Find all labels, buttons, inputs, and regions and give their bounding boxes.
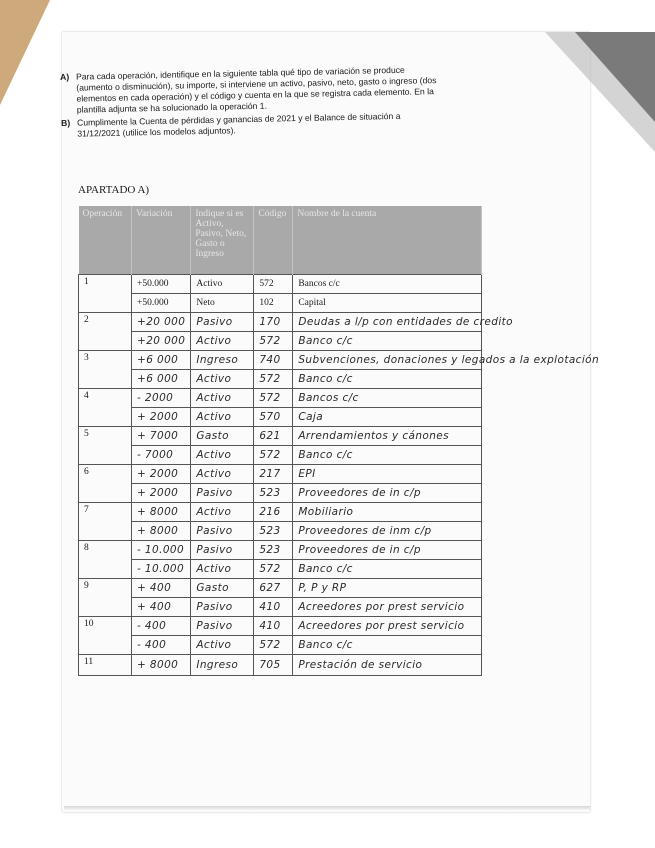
variation-text: - 400: [137, 639, 167, 651]
element-type-text: Activo: [196, 392, 232, 404]
account-code-text: 216: [259, 506, 281, 518]
variation-text: +50.000: [137, 279, 169, 289]
table-row: [79, 370, 482, 389]
account-name-text: Banco c/c: [298, 639, 353, 651]
account-name-text: Banco c/c: [298, 563, 353, 575]
element-type-cell: [191, 465, 254, 484]
element-type-cell: [191, 503, 254, 522]
element-type-text: Pasivo: [196, 316, 233, 328]
account-code-cell: [254, 294, 293, 313]
operation-number: 10: [79, 617, 132, 655]
account-code-cell: [254, 484, 293, 503]
instructions: [60, 64, 441, 142]
element-type-cell: [191, 484, 254, 503]
element-type-text: Activo: [196, 639, 232, 651]
variation-cell: [132, 636, 191, 655]
account-code-text: 102: [259, 298, 274, 308]
element-type-text: Activo: [196, 506, 232, 518]
element-type-cell: [191, 560, 254, 579]
instruction-label: B): [60, 117, 71, 128]
table-row: [79, 655, 482, 676]
variation-text: + 8000: [137, 659, 179, 671]
element-type-text: Ingreso: [196, 354, 239, 366]
account-name-cell: [293, 370, 482, 389]
account-name-text: Capital: [298, 298, 326, 308]
account-name-cell: [293, 389, 482, 408]
account-code-cell: [254, 427, 293, 446]
header-cuenta: Nombre de la cuenta: [293, 206, 482, 275]
operations-table: [78, 206, 600, 676]
table-row: [79, 294, 482, 313]
account-name-cell: [293, 408, 482, 427]
variation-text: +6 000: [137, 373, 179, 385]
element-type-cell: [191, 541, 254, 560]
instruction-a: [60, 64, 441, 116]
variation-text: - 2000: [137, 392, 174, 404]
variation-text: + 400: [137, 601, 172, 613]
account-name-text: Bancos c/c: [298, 392, 359, 404]
variation-text: - 7000: [137, 449, 174, 461]
variation-text: + 2000: [137, 487, 179, 499]
account-name-cell: [293, 655, 482, 676]
account-code-cell: [254, 522, 293, 541]
element-type-text: Activo: [196, 468, 232, 480]
element-type-text: Activo: [196, 279, 223, 289]
element-type-cell: [191, 408, 254, 427]
table-row: [79, 579, 482, 598]
header-variacion: Variación: [132, 206, 191, 275]
account-code-cell: [254, 636, 293, 655]
section-title: APARTADO A): [78, 184, 150, 196]
variation-text: - 10.000: [137, 544, 185, 556]
operation-number: 11: [79, 655, 132, 676]
variation-text: +20 000: [137, 335, 186, 347]
account-code-text: 627: [259, 582, 281, 594]
table-row: [79, 408, 482, 427]
table-row: [79, 541, 482, 560]
account-code-cell: [254, 617, 293, 636]
account-name-text: Proveedores de in c/p: [298, 487, 421, 499]
account-code-text: 523: [259, 487, 281, 499]
variation-cell: [132, 655, 191, 676]
account-name-cell: [293, 427, 482, 446]
table-row: [79, 332, 482, 351]
instruction-text: Para cada operación, identifique en la siguiente tabla qué tipo de variación se produce (aumento o disminución), su importe, si interviene un activo, pasivo, neto, gasto o ingreso (dos elementos en cada operación) y el código y cuenta en la que se registra cada elemento. En la plantilla adjunta se ha solucionado la operación 1.: [75, 64, 437, 115]
account-code-text: 705: [259, 659, 281, 671]
account-code-cell: [254, 579, 293, 598]
account-code-cell: [254, 408, 293, 427]
operation-number: 5: [79, 427, 132, 465]
variation-text: + 400: [137, 582, 172, 594]
table-row: [79, 636, 482, 655]
account-name-cell: [293, 541, 482, 560]
operation-number: 6: [79, 465, 132, 503]
element-type-cell: [191, 579, 254, 598]
folded-corner-right: [575, 32, 655, 122]
variation-cell: [132, 332, 191, 351]
variation-text: + 2000: [137, 411, 179, 423]
element-type-text: Gasto: [196, 430, 229, 442]
element-type-cell: [191, 446, 254, 465]
account-name-text: Proveedores de inm c/p: [298, 525, 432, 537]
account-name-text: Acreedores por prest servicio: [298, 620, 465, 632]
account-code-text: 572: [259, 639, 281, 651]
account-code-text: 740: [259, 354, 281, 366]
account-name-text: Mobiliario: [298, 506, 354, 518]
table-row: [79, 351, 482, 370]
account-code-text: 572: [259, 449, 281, 461]
variation-cell: [132, 313, 191, 332]
account-name-cell: [293, 465, 482, 484]
account-name-cell: [293, 446, 482, 465]
account-code-cell: [254, 655, 293, 676]
element-type-text: Neto: [196, 298, 215, 308]
operation-number: 2: [79, 313, 132, 351]
account-code-cell: [254, 560, 293, 579]
variation-cell: [132, 427, 191, 446]
variation-text: +50.000: [137, 298, 169, 308]
account-name-text: Banco c/c: [298, 373, 353, 385]
variation-cell: [132, 484, 191, 503]
page-edge: [64, 806, 590, 810]
table-row: [79, 465, 482, 484]
header-operacion: Operación: [79, 206, 132, 275]
variation-cell: [132, 389, 191, 408]
variation-cell: [132, 598, 191, 617]
element-type-cell: [191, 313, 254, 332]
account-name-cell: [293, 351, 600, 370]
account-code-text: 170: [259, 316, 281, 328]
account-name-text: Deudas a l/p con entidades de credito: [298, 316, 513, 328]
account-code-text: 570: [259, 411, 281, 423]
variation-cell: [132, 522, 191, 541]
account-code-cell: [254, 351, 293, 370]
variation-text: +6 000: [137, 354, 179, 366]
operation-number: 3: [79, 351, 132, 389]
element-type-text: Activo: [196, 411, 232, 423]
account-name-cell: [293, 294, 482, 313]
account-name-text: Prestación de servicio: [298, 659, 423, 671]
account-name-cell: [293, 598, 482, 617]
variation-cell: [132, 503, 191, 522]
folded-corner-left: [0, 0, 50, 105]
element-type-text: Activo: [196, 449, 232, 461]
element-type-cell: [191, 275, 254, 294]
element-type-text: Gasto: [196, 582, 229, 594]
element-type-text: Pasivo: [196, 620, 233, 632]
variation-text: + 2000: [137, 468, 179, 480]
account-name-cell: [293, 332, 482, 351]
variation-cell: [132, 294, 191, 313]
account-code-cell: [254, 446, 293, 465]
account-code-cell: [254, 313, 293, 332]
element-type-cell: [191, 294, 254, 313]
account-code-text: 572: [259, 279, 274, 289]
account-code-cell: [254, 332, 293, 351]
variation-text: - 400: [137, 620, 167, 632]
header-codigo: Código: [254, 206, 293, 275]
operation-number: 7: [79, 503, 132, 541]
account-name-text: Arrendamientos y cánones: [298, 430, 450, 442]
table-row: [79, 313, 482, 332]
account-name-text: Acreedores por prest servicio: [298, 601, 465, 613]
account-name-cell: [293, 636, 482, 655]
account-name-text: P, P y RP: [298, 582, 347, 594]
element-type-text: Activo: [196, 335, 232, 347]
instruction-label: A): [60, 71, 70, 82]
variation-cell: [132, 617, 191, 636]
account-code-cell: [254, 598, 293, 617]
table-row: [79, 598, 482, 617]
account-name-text: Proveedores de in c/p: [298, 544, 421, 556]
account-code-text: 572: [259, 373, 281, 385]
element-type-cell: [191, 370, 254, 389]
operation-number: 1: [79, 275, 132, 313]
table-row: [79, 484, 482, 503]
variation-cell: [132, 465, 191, 484]
account-code-text: 410: [259, 620, 281, 632]
account-code-cell: [254, 389, 293, 408]
account-code-cell: [254, 503, 293, 522]
variation-cell: [132, 351, 191, 370]
variation-cell: [132, 579, 191, 598]
operation-number: 8: [79, 541, 132, 579]
operation-number: 9: [79, 579, 132, 617]
table-header-row: [79, 206, 482, 275]
variation-text: +20 000: [137, 316, 186, 328]
element-type-text: Pasivo: [196, 487, 233, 499]
table-row: [79, 522, 482, 541]
element-type-cell: [191, 636, 254, 655]
element-type-cell: [191, 655, 254, 676]
element-type-text: Ingreso: [196, 659, 239, 671]
element-type-cell: [191, 427, 254, 446]
element-type-cell: [191, 389, 254, 408]
account-code-text: 572: [259, 335, 281, 347]
element-type-cell: [191, 617, 254, 636]
account-name-text: Subvenciones, donaciones y legados a la explotación: [298, 354, 600, 366]
element-type-cell: [191, 522, 254, 541]
element-type-text: Pasivo: [196, 525, 233, 537]
variation-cell: [132, 275, 191, 294]
account-code-text: 621: [259, 430, 281, 442]
element-type-cell: [191, 598, 254, 617]
account-code-cell: [254, 541, 293, 560]
account-code-text: 410: [259, 601, 281, 613]
operation-number: 4: [79, 389, 132, 427]
header-tipo: Indique si es Activo, Pasivo, Neto, Gasto o Ingreso: [191, 206, 254, 275]
account-name-cell: [293, 617, 482, 636]
account-name-cell: [293, 275, 482, 294]
variation-cell: [132, 408, 191, 427]
element-type-text: Pasivo: [196, 544, 233, 556]
account-name-cell: [293, 503, 482, 522]
account-name-text: Bancos c/c: [298, 279, 340, 289]
variation-text: + 7000: [137, 430, 179, 442]
element-type-cell: [191, 332, 254, 351]
table-row: [79, 446, 482, 465]
account-name-text: Caja: [298, 411, 324, 423]
account-name-cell: [293, 313, 513, 332]
account-code-text: 523: [259, 544, 281, 556]
variation-text: + 8000: [137, 506, 179, 518]
account-code-text: 572: [259, 563, 281, 575]
account-name-text: EPI: [298, 468, 316, 480]
variation-cell: [132, 560, 191, 579]
account-name-cell: [293, 560, 482, 579]
variation-text: + 8000: [137, 525, 179, 537]
variation-cell: [132, 541, 191, 560]
table-row: [79, 617, 482, 636]
account-code-text: 572: [259, 392, 281, 404]
element-type-text: Pasivo: [196, 601, 233, 613]
account-code-text: 523: [259, 525, 281, 537]
table-row: [79, 560, 482, 579]
table-row: [79, 275, 482, 294]
instruction-text: Cumplimente la Cuenta de pérdidas y ganancias de 2021 y el Balance de situación a 31/12/2021 (utilice los modelos adjuntos).: [76, 110, 401, 139]
account-code-cell: [254, 465, 293, 484]
account-name-cell: [293, 579, 482, 598]
element-type-text: Activo: [196, 563, 232, 575]
variation-cell: [132, 370, 191, 389]
table-row: [79, 389, 482, 408]
account-code-cell: [254, 370, 293, 389]
account-name-cell: [293, 484, 482, 503]
account-name-cell: [293, 522, 482, 541]
variation-cell: [132, 446, 191, 465]
element-type-text: Activo: [196, 373, 232, 385]
table-row: [79, 427, 482, 446]
account-name-text: Banco c/c: [298, 449, 353, 461]
account-code-cell: [254, 275, 293, 294]
account-code-text: 217: [259, 468, 281, 480]
account-name-text: Banco c/c: [298, 335, 353, 347]
element-type-cell: [191, 351, 254, 370]
table-row: [79, 503, 482, 522]
variation-text: - 10.000: [137, 563, 185, 575]
